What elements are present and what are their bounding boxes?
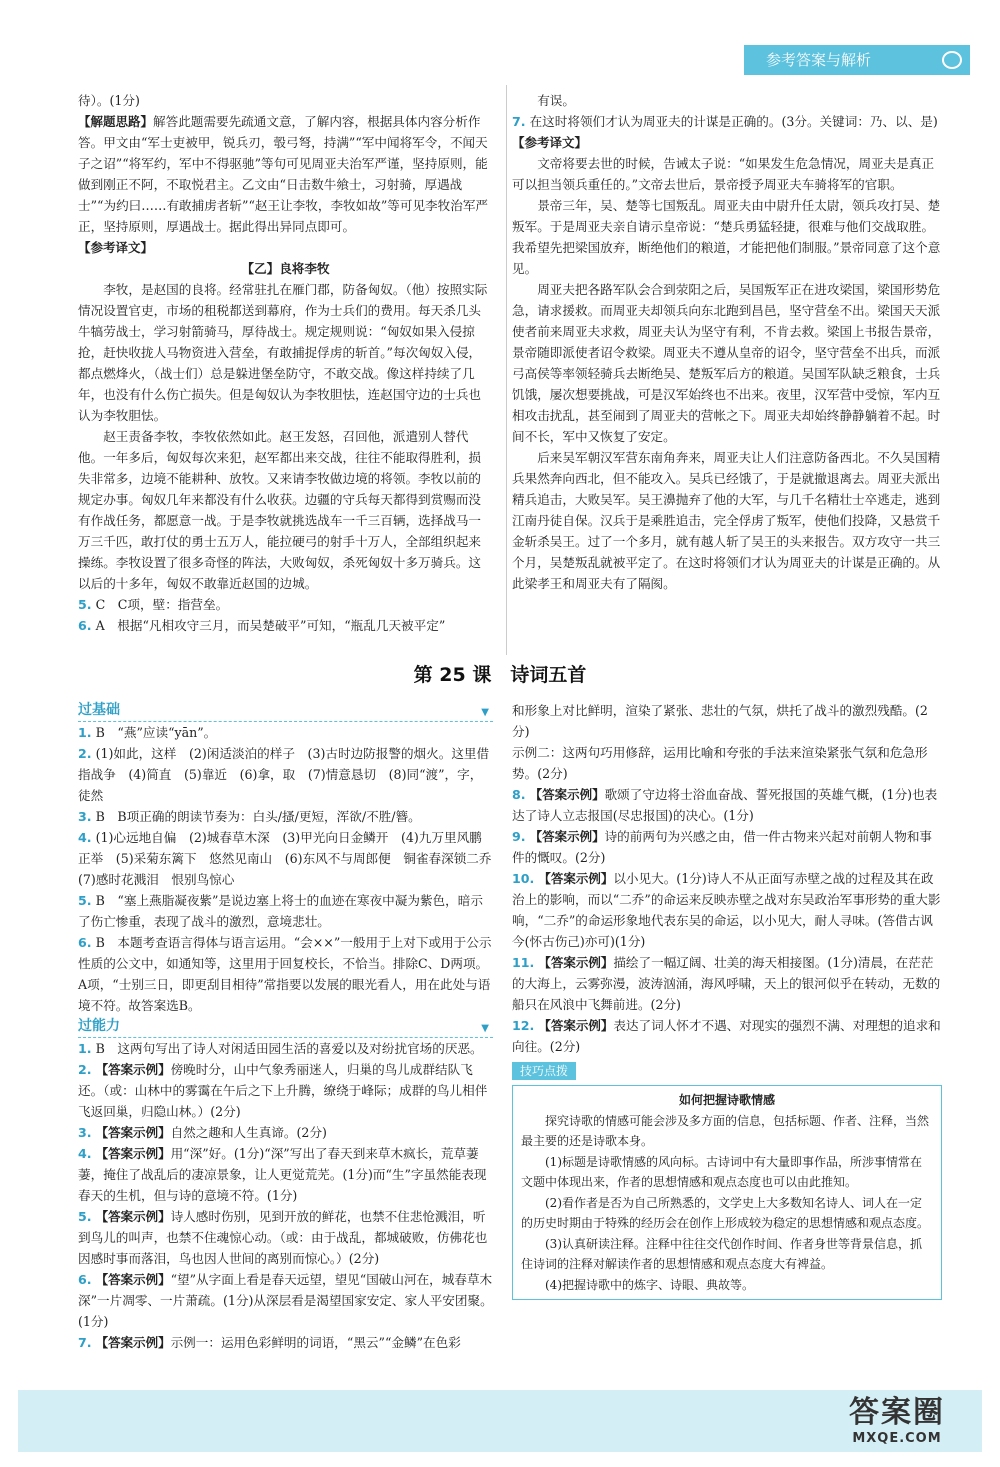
answer-tag: 【答案示例】: [95, 1062, 171, 1077]
item-number: 7.: [78, 1335, 92, 1350]
paragraph: 有误。: [512, 93, 575, 108]
paragraph: 和形象上对比鲜明，渲染了紧张、悲壮的气氛，烘托了战斗的激烈残酷。(2分): [512, 703, 928, 739]
watermark-logo: [822, 1395, 972, 1451]
paragraph: 周亚夫把各路军队会合到荥阳之后，吴国叛军正在进攻梁国，梁国形势危急，请求援救。而周亚夫却领兵向东北跑到昌邑，坚守营垒不出。梁国天天派使者前来周亚夫求救，周亚夫认为坚守有利，不肯去救。梁国上书报告景帝，景帝随即派使者诏令救梁。周亚夫不遵从皇帝的诏令，坚守营垒不出兵，而派弓高侯等率领轻骑兵去断绝吴、楚叛军后方的粮道。吴国军队缺乏粮食，士兵饥饿，屡次想要挑战，可是汉军始终也不出来。夜里，汉军营中受惊，军内互相攻击扰乱，甚至闹到了周亚夫的营帐之下。周亚夫却始终静静躺着不起。时间不长，军中又恢复了安定。: [512, 282, 941, 444]
answer-item: [512, 784, 942, 826]
tip-paragraph: (2)看作者是否为自己所熟悉的，文学史上大多数知名诗人、词人在一定的历史时期由于特殊的经历会在创作上形成较为稳定的思想情感和观点态度。: [521, 1195, 930, 1230]
answer-text: 诗人感时伤别，见到开放的鲜花，也禁不住悲怆溅泪，听到鸟儿的叫声，也禁不住魂惊心动。（或：由于战乱，都城破败，仿佛花也因感时事而落泪，鸟也因人世间的离别而惊心。）(2分): [78, 1209, 488, 1266]
answer-item: [78, 890, 493, 932]
tip-box: [512, 1085, 942, 1300]
tip-section: [512, 1060, 942, 1300]
answer-item: [512, 111, 942, 132]
tip-paragraph: 探究诗歌的情感可能会涉及多方面的信息，包括标题、作者、注释，当然最主要的还是诗歌本身。: [521, 1113, 930, 1148]
paragraph: 后来吴军朝汉军营东南角奔来，周亚夫让人们注意防备西北。不久吴国精兵果然奔向西北，但不能攻入。吴兵已经饿了，于是就撤退离去。周亚夫派出精兵追击，大败吴军。吴王濞抛弃了他的大军，与几千名精壮士卒逃走，逃到江南丹徒自保。汉兵于是乘胜追击，完全俘虏了叛军，使他们投降，又悬赏千金斩杀吴王。过了一个多月，就有越人斩了吴王的头来报告。双方攻守一共三个月，吴楚叛乱就被平定了。在这时将领们才认为周亚夫的计谋是正确的。从此梁孝王和周亚夫有了隔阂。: [512, 450, 941, 591]
answer-item: [78, 827, 505, 890]
answer-item: [512, 868, 942, 952]
answer-tag: 【答案示例】: [95, 1209, 171, 1224]
answer-text: B “塞上燕脂凝夜紫”是说边塞上将士的血迹在寒夜中凝为紫色，暗示了伤亡惨重，表现了战斗的激烈，意境悲壮。: [78, 893, 483, 929]
answer-item: [78, 1332, 493, 1353]
header-decoration-icon: [942, 51, 962, 69]
answer-text: B 本题考查语言得体与语言运用。“会××”一般用于上对下或用于公示性质的公文中，如通知等，这里用于回复校长，不恰当。排除C、D两项。A项，“士别三日，即更刮目相待”常指要以发展的眼光看人，用在此处与语境不符。故答案选B。: [78, 935, 492, 1013]
watermark-url: MXQE.COM: [852, 1431, 942, 1446]
item-number: 11.: [512, 955, 535, 970]
answer-text: 自然之趣和人生真谛。(2分): [170, 1125, 327, 1140]
lesson-title: 第 25 课 诗词五首: [413, 664, 587, 686]
section-heading-label: 过基础: [78, 702, 120, 718]
item-number: 5.: [78, 1209, 92, 1224]
tip-paragraph: (3)认真研读注释。注释中往往交代创作时间、作者身世等背景信息，抓住诗词的注释对解读作者的思想情感和观点态度大有裨益。: [521, 1236, 923, 1271]
paragraph: 李牧，是赵国的良将。经常驻扎在雁门郡，防备匈奴。（他）按照实际情况设置官吏，市场的租税都送到幕府，作为士兵们的费用。每天杀几头牛犒劳战士，学习射箭骑马，厚待战士。规定规则说：“匈奴如果入侵掠抢，赶快收拢人马物资进入营垒，有敢捕捉俘虏的斩首。”每次匈奴入侵，都点燃烽火，（战士们）总是躲进堡垒防守，不敢交战。像这样持续了几年，也没有什么伤亡损失。但是匈奴认为李牧胆怯，连赵国守边的士兵也认为李牧胆怯。: [78, 282, 488, 423]
section-heading: [78, 700, 493, 722]
tip-paragraph: (4)把握诗歌中的炼字、诗眼、典故等。: [545, 1277, 754, 1292]
answer-text: (1)心远地自偏 (2)城春草木深 (3)甲光向日金鳞开 (4)九万里风鹏正举 (5)采菊东篱下 悠然见南山 (6)东风不与周郎便 铜雀春深锁二乔 (7)感时花溅泪 恨别鸟惊心: [78, 830, 505, 887]
answer-item: [78, 237, 493, 258]
item-number: 12.: [512, 1018, 535, 1033]
item-number: 3.: [78, 1125, 92, 1140]
answer-text: 用“深”好。(1分)“深”写出了春天到来草木疯长，荒草萋萋，掩住了战乱后的凄凉景象，让人更觉荒芜。(1分)而“生”字虽然能表现春天的生机，但与诗的意境不符。(1分): [78, 1146, 487, 1203]
item-number: 8.: [512, 787, 526, 802]
answer-tag: 【答案示例】: [538, 871, 614, 886]
section-heading-label: 过能力: [78, 1018, 120, 1034]
answer-tag: 【解题思路】: [78, 114, 154, 129]
answer-text: 歌颂了守边将士浴血奋战、誓死报国的英雄气概，(1分)也表达了诗人立志报国(尽忠报国)的决心。(1分): [512, 787, 938, 823]
column-divider: [506, 85, 507, 655]
answer-item: [78, 1059, 493, 1122]
watermark-text: 答案圈: [849, 1395, 945, 1430]
item-number: 7.: [512, 114, 526, 129]
right-column-top: [512, 90, 942, 594]
answer-tag: 【答案示例】: [529, 829, 605, 844]
answer-item: [78, 806, 493, 827]
answer-text: A 根据“凡相攻守三月，而吴楚破平”可知，“瓶乱几天被平定”: [95, 618, 446, 633]
answer-text: 表达了词人怀才不遇、对现实的强烈不满、对理想的追求和向往。(2分): [512, 1018, 941, 1054]
passage-title: 【乙】良将李牧: [241, 261, 330, 276]
answer-item: [78, 1038, 493, 1059]
answer-text: 诗的前两句为兴感之由，借一件古物来兴起对前朝人物和事件的慨叹。(2分): [512, 829, 933, 865]
answer-item: [78, 615, 493, 636]
chevron-down-icon: ▼: [481, 707, 489, 718]
left-column-bottom: [78, 700, 505, 1353]
answer-text: 以小见大。(1分)诗人不从正面写赤壁之战的过程及其在政治上的影响，而以“二乔”的命运来反映赤壁之战对东吴政治军事形势的重大影响，“二乔”的命运形象地代表东吴的命运，以小见大，耐人寻味。(答借古讽今(怀古伤己)亦可)(1分): [512, 871, 941, 949]
left-column-top: [78, 90, 493, 636]
answer-item: [78, 1122, 493, 1143]
item-number: 1.: [78, 725, 92, 740]
answer-tag: 【答案示例】: [95, 1335, 171, 1350]
answer-tag: 【参考译文】: [512, 135, 588, 150]
item-number: 6.: [78, 618, 92, 633]
header-tab: [744, 45, 970, 75]
tip-label: 技巧点拨: [512, 1062, 576, 1080]
answer-text: (1)如此，这样 (2)闲适淡泊的样子 (3)古时边防报警的烟火。这里借指战争 (4)简直 (5)靠近 (6)拿，取 (7)情意恳切 (8)同“渡”，字，徒然: [78, 746, 490, 803]
header-title: 参考答案与解析: [766, 51, 872, 69]
answer-item: [512, 952, 942, 1015]
tip-title: 如何把握诗歌情感: [678, 1093, 775, 1107]
item-number: 5.: [78, 597, 92, 612]
answer-tag: 【参考译文】: [78, 240, 154, 255]
answer-item: [78, 594, 493, 615]
answer-text: “望”从字面上看是春天远望，望见“国破山河在，城春草木深”一片凋零、一片萧疏。(1分)从深层看是渴望国家安定、家人平安团聚。(1分): [78, 1272, 493, 1329]
item-number: 3.: [78, 809, 92, 824]
answer-item: [78, 722, 493, 743]
answer-tag: 【答案示例】: [538, 1018, 614, 1033]
answer-text: 示例一：运用色彩鲜明的词语，“黑云”“金鳞”在色彩: [170, 1335, 461, 1350]
paragraph: 待）。(1分): [78, 93, 140, 108]
right-column-bottom: [512, 700, 942, 1057]
paragraph: 赵王责备李牧，李牧依然如此。赵王发怒，召回他，派遣别人替代他。一年多后，匈奴每次来犯，赵军都出来交战，往往不能取得胜利，损失非常多，边境不能耕种、放牧。又来请李牧做边境的将领。李牧以前的规定办事。匈奴几年来都没有什么收获。边疆的守兵每天都得到赏赐而没有作战任务，都愿意一战。于是李牧就挑选战车一千三百辆，选择战马一万三千匹，敢打仗的勇士五万人，能拉硬弓的射手十万人，全部组织起来操练。李牧设置了很多奇怪的阵法，大败匈奴，杀死匈奴十多万骑兵。这以后的十多年，匈奴不敢靠近赵国的边城。: [78, 429, 481, 591]
answer-tag: 【答案示例】: [529, 787, 605, 802]
item-number: 10.: [512, 871, 535, 886]
item-number: 6.: [78, 1272, 92, 1287]
answer-text: B B项正确的朗读节奏为：白头/搔/更短，浑欲/不胜/簪。: [95, 809, 421, 824]
tip-paragraph: (1)标题是诗歌情感的风向标。古诗词中有大量即事作品，所涉事情常在文题中体现出来，作者的思想情感和观点态度也可以由此推知。: [521, 1154, 923, 1189]
answer-item: [512, 1015, 942, 1057]
answer-text: B 这两句写出了诗人对闲适田园生活的喜爱以及对纷扰官场的厌恶。: [95, 1041, 483, 1056]
paragraph: 景帝三年，吴、楚等七国叛乱。周亚夫由中尉升任太尉，领兵攻打吴、楚叛军。于是周亚夫亲自请示皇帝说：“楚兵勇猛轻捷，很难与他们交战取胜。我希望先把梁国放弃，断绝他们的粮道，才能把他们制服。”景帝同意了这个意见。: [512, 198, 941, 276]
answer-item: [78, 932, 493, 1016]
answer-text: 傍晚时分，山中气象秀丽迷人，归巢的鸟儿成群结队飞还。（或：山林中的雾霭在午后之下上升腾，缭绕于峰际；成群的鸟儿相伴飞返回巢，归隐山林。）(2分): [78, 1062, 488, 1119]
item-number: 4.: [78, 1146, 92, 1161]
section-heading: [78, 1016, 493, 1038]
item-number: 6.: [78, 935, 92, 950]
answer-item: [78, 1269, 493, 1332]
answer-item: [512, 132, 942, 153]
answer-tag: 【答案示例】: [95, 1146, 171, 1161]
item-number: 2.: [78, 1062, 92, 1077]
item-number: 2.: [78, 746, 92, 761]
paragraph: 示例二：这两句巧用修辞，运用比喻和夸张的手法来渲染紧张气氛和危急形势。(2分): [512, 745, 928, 781]
item-number: 1.: [78, 1041, 92, 1056]
answer-item: [78, 111, 493, 237]
answer-text: 在这时将领们才认为周亚夫的计谋是正确的。(3分。关键词：乃、以、是): [529, 114, 938, 129]
answer-text: C C项，壁：指营垒。: [95, 597, 229, 612]
answer-text: 解答此题需要先疏通文意，了解内容，根据具体内容分析作答。甲文由“军士吏被甲，锐兵刃，彀弓弩，持满”“军中闻将军令，不闻天子之诏”“将军约，军中不得驱驰”等句可见周亚夫治军严谨，坚持原则，能做到刚正不阿，不取悦君主。乙文由“日击数牛飨士，习射骑，厚遇战士”“为约曰……有敢捕虏者斩”“赵王让李牧，李牧如故”等可见李牧治军严正，坚持原则，厚遇战士。据此得出异同点即可。: [78, 114, 489, 234]
chevron-down-icon: ▼: [481, 1023, 489, 1034]
item-number: 9.: [512, 829, 526, 844]
item-number: 5.: [78, 893, 92, 908]
answer-item: [78, 743, 493, 806]
answer-text: B “燕”应读“yān”。: [95, 725, 217, 740]
answer-text: 描绘了一幅辽阔、壮美的海天相接图。(1分)清晨，在茫茫的大海上，云雾弥漫，波涛汹涌，海风呼啸，天上的银河似乎在转动，无数的船只在风浪中飞舞前进。(2分): [512, 955, 941, 1012]
answer-item: [78, 1143, 493, 1206]
answer-tag: 【答案示例】: [95, 1125, 171, 1140]
answer-item: [78, 1206, 493, 1269]
paragraph: 文帝将要去世的时候，告诫太子说：“如果发生危急情况，周亚夫是真正可以担当领兵重任的。”文帝去世后，景帝授予周亚夫车骑将军的官职。: [512, 156, 935, 192]
answer-item: [512, 826, 942, 868]
answer-tag: 【答案示例】: [538, 955, 614, 970]
item-number: 4.: [78, 830, 92, 845]
answer-tag: 【答案示例】: [95, 1272, 171, 1287]
